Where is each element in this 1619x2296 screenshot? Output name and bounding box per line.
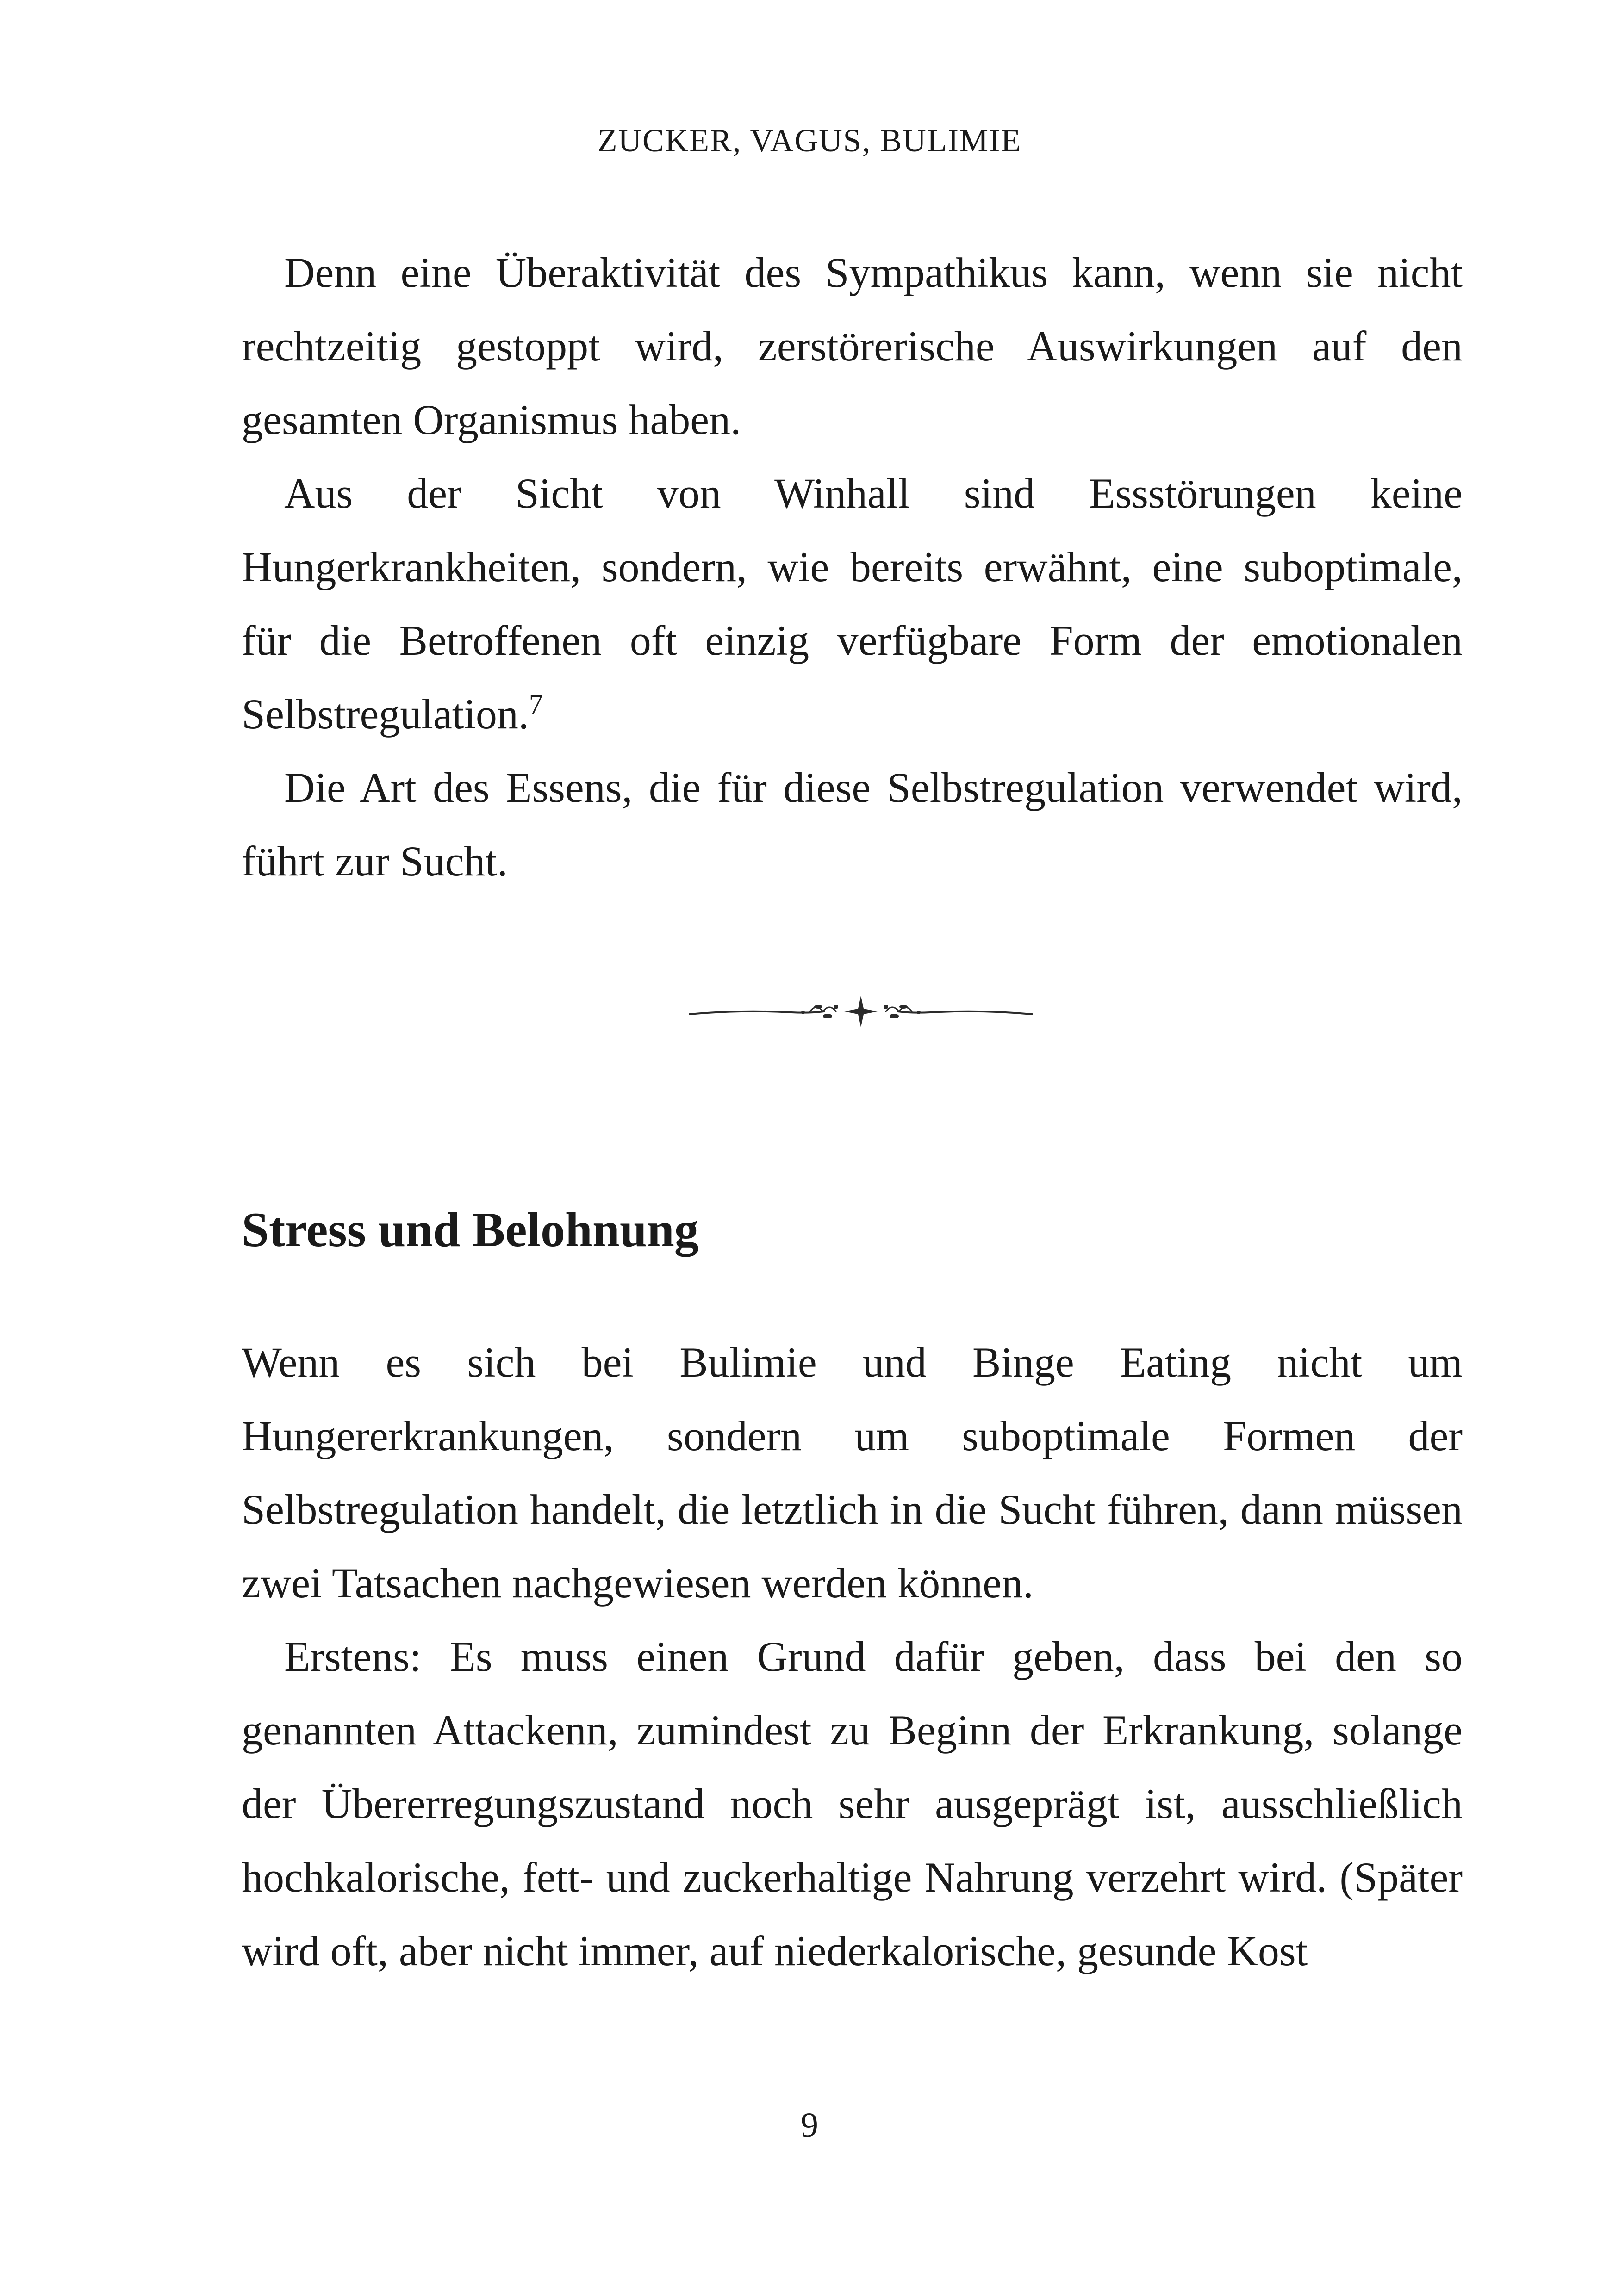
- paragraph-text: Aus der Sicht von Winhall sind Essstörungen keine Hungerkrankheiten, sondern, wie bereits erwähnt, eine suboptimale, für die Betroffenen oft einzig verfügbare Form der emotionalen Selbstregulation.: [242, 470, 1463, 738]
- page-number: 9: [801, 2106, 818, 2145]
- section-heading: Stress und Belohnung: [242, 1203, 699, 1257]
- body-text-top: [242, 236, 1463, 898]
- paragraph: [242, 457, 1463, 751]
- paragraph: Denn eine Überaktivität des Sympathikus kann, wenn sie nicht rechtzeitig gestoppt wird, zerstörerische Auswirkungen auf den gesamten Organismus haben.: [242, 249, 1463, 443]
- paragraph: Wenn es sich bei Bulimie und Binge Eating nicht um Hungererkrankungen, sondern um suboptimale Formen der Selbstregulation handelt, die letztlich in die Sucht führen, dann müssen zwei Tatsachen nachgewiesen werden können.: [242, 1339, 1463, 1607]
- footnote-reference[interactable]: 7: [529, 689, 543, 720]
- running-head: ZUCKER, VAGUS, BULIMIE: [597, 123, 1022, 159]
- floral-divider-icon: [671, 986, 1051, 1036]
- body-text-bottom: [242, 1326, 1463, 1988]
- paragraph: Die Art des Essens, die für diese Selbstregulation verwendet wird, führt zur Sucht.: [242, 764, 1463, 885]
- paragraph: Erstens: Es muss einen Grund dafür geben, dass bei den so genannten Attackenn, zumindest zu Beginn der Erkrankung, solange der Übererregungszustand noch sehr ausgeprägt ist, ausschließlich hochkalorische, fett- und zuckerhaltige Nahrung verzehrt wird. (Später wird oft, aber nicht immer, auf niederkalorische, gesunde Kost: [242, 1633, 1463, 1974]
